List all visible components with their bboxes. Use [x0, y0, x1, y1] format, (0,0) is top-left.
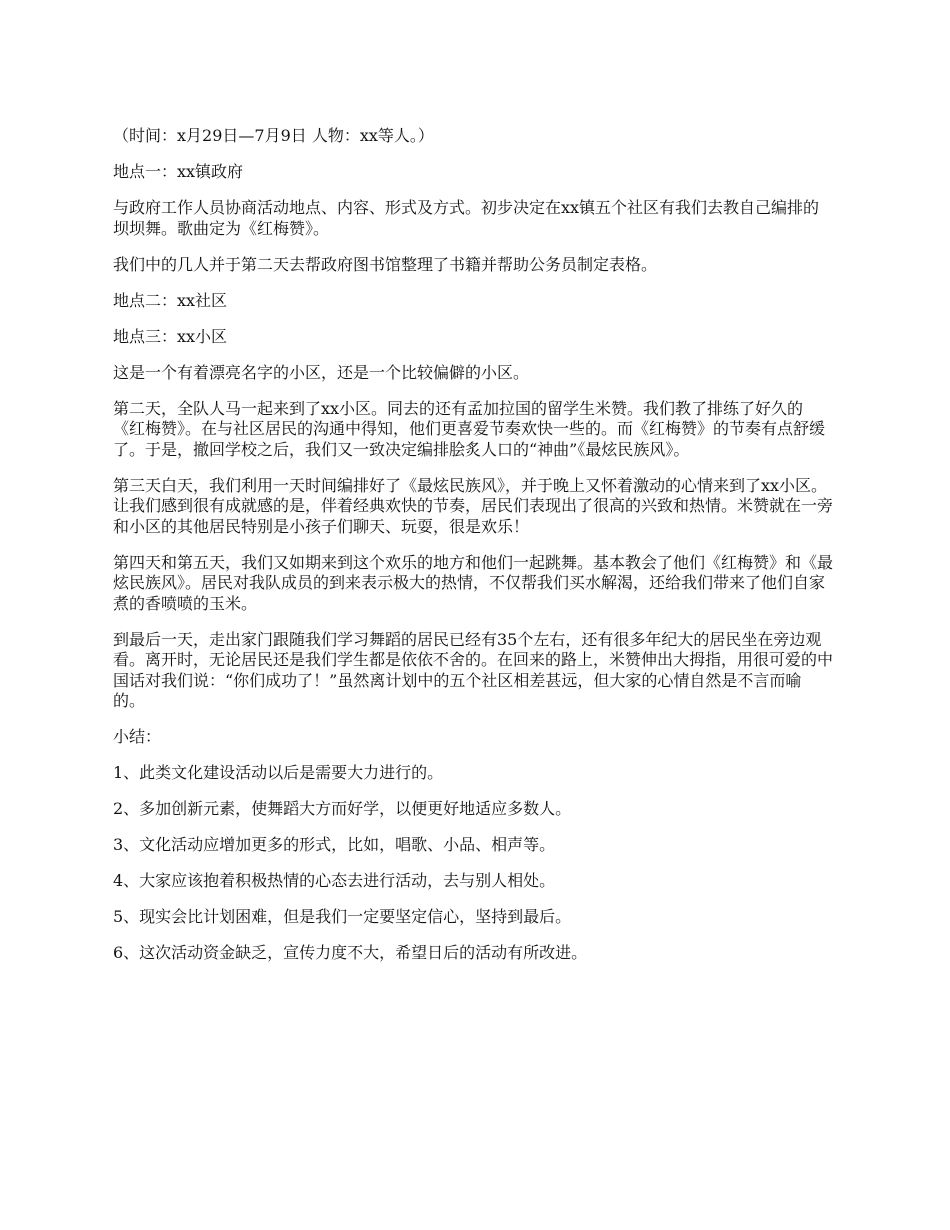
summary-item: 1、此类文化建设活动以后是需要大力进行的。 [113, 763, 444, 782]
paragraph-last-day: 到最后一天，走出家门跟随我们学习舞蹈的居民已经有35个左右，还有很多年纪大的居民坐在旁边观看。离开时，无论居民还是我们学生都是依依不舍的。在回来的路上，米赞伸出大拇指，用很可爱的中国话对我们说：“你们成功了！”虽然离计划中的五个社区相差甚远，但大家的心情自然是不言而喻的。 [113, 629, 834, 710]
location-one-heading: 地点一：xx镇政府 [113, 162, 244, 181]
paragraph-community-intro: 这是一个有着漂亮名字的小区，还是一个比较偏僻的小区。 [113, 362, 530, 382]
paragraph-day-two: 第二天，全队人马一起来到了xx小区。同去的还有孟加拉国的留学生米赞。我们教了排练了好久的《红梅赞》。在与社区居民的沟通中得知，他们更喜爱节奏欢快一些的。而《红梅赞》的节奏有点舒缓了。于是，撤回学校之后，我们又一致决定编排脍炙人口的“神曲”《最炫民族风》。 [113, 398, 826, 459]
time-people-line: （时间：x月29日—7月9日 人物：xx等人。） [113, 126, 434, 145]
paragraph-library-help: 我们中的几人并于第二天去帮政府图书馆整理了书籍并帮助公务员制定表格。 [113, 254, 658, 274]
summary-item: 3、文化活动应增加更多的形式，比如，唱歌、小品、相声等。 [113, 835, 556, 854]
summary-item: 5、现实会比计划困难，但是我们一定要坚定信心，坚持到最后。 [113, 907, 572, 926]
paragraph-day-four-five: 第四天和第五天，我们又如期来到这个欢乐的地方和他们一起跳舞。基本教会了他们《红梅赞》和《最炫民族风》。居民对我队成员的到来表示极大的热情，不仅帮我们买水解渴，还给我们带来了他们自家煮的香喷喷的玉米。 [113, 552, 834, 613]
document-body [113, 126, 833, 979]
paragraph-negotiation: 与政府工作人员协商活动地点、内容、形式及方式。初步决定在xx镇五个社区有我们去教自己编排的坝坝舞。歌曲定为《红梅赞》。 [113, 198, 820, 238]
location-two-heading: 地点二：xx社区 [113, 290, 228, 310]
summary-item: 4、大家应该抱着积极热情的心态去进行活动，去与别人相处。 [113, 871, 556, 890]
location-three-heading: 地点三：xx小区 [113, 326, 228, 346]
summary-item: 6、这次活动资金缺乏，宣传力度不大，希望日后的活动有所改进。 [113, 943, 588, 962]
summary-item: 2、多加创新元素，使舞蹈大方而好学，以便更好地适应多数人。 [113, 799, 572, 818]
summary-heading: 小结： [113, 727, 162, 746]
paragraph-day-three: 第三天白天，我们利用一天时间编排好了《最炫民族风》，并于晚上又怀着激动的心情来到了xx小区。让我们感到很有成就感的是，伴着经典欢快的节奏，居民们表现出了很高的兴致和热情。米赞就在一旁和小区的其他居民特别是小孩子们聊天、玩耍，很是欢乐！ [113, 475, 834, 536]
